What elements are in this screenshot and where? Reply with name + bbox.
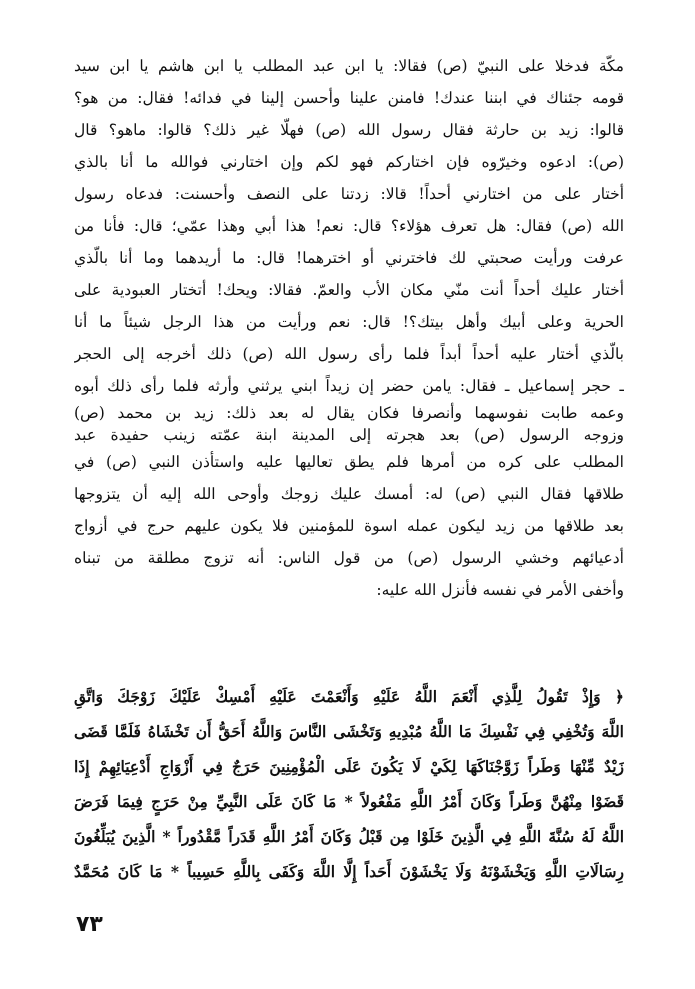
page-number: ٧٣ [76,912,103,937]
prose-line: أختار على من اختارني أحداً! قالا: زدتنا على النصف وأحسنت: فدعاه رسول [74,185,624,203]
prose-line: أدعيائهم وخشي الرسول (ص) من قول الناس: أنه تزوج مطلقة من تبناه [74,549,624,567]
prose-line: بالّذي أختار عليه أحداً أبداً فلما رأى رسول الله (ص) ذلك أخرجه إلى الحجر [74,345,624,363]
prose-line: وأخفى الأمر في نفسه فأنزل الله عليه: [376,581,624,599]
prose-line: الله (ص) فقال: هل تعرف هؤلاء؟ قال: نعم! هذا أبي وهذا عمّي؛ قال: فأنا من [74,217,624,235]
prose-line: أختار عليك أحداً أنت منّي مكان الأب والعمّ. فقالا: ويحك! أتختار العبودية على [74,281,624,299]
quran-line: اللَّهَ وَتُخْفِي فِي نَفْسِكَ مَا اللَّهُ مُبْدِيهِ وَتَخْشَى النَّاسَ وَاللَّهُ أَحَقُّ أَن تَخْشَاهُ فَلَمَّا قَضَى [74,722,624,741]
prose-body [74,50,624,606]
prose-line: وعمه طابت نفوسهما وأنصرفا فكان يقال له بعد ذلك: زيد بن محمد (ص) [74,404,624,422]
prose-line: طلاقها فقال النبي (ص) له: أمسك عليك زوجك وأوحى الله إليه أن يتزوجها [74,485,624,503]
quran-line: قَضَوْا مِنْهُنَّ وَطَراً وَكَانَ أَمْرُ اللَّهِ مَفْعُولاً * مَا كَانَ عَلَى النَّبِيِّ مِنْ حَرَجٍ فِيمَا فَرَضَ [74,792,624,811]
quran-line: ﴿ وَإِذْ تَقُولُ لِلَّذِي أَنْعَمَ اللَّهُ عَلَيْهِ وَأَنْعَمْتَ عَلَيْهِ أَمْسِكْ عَلَيْكَ زَوْجَكَ وَاتَّقِ [74,687,624,706]
prose-line: مكّة فدخلا على النبيّ (ص) فقالا: يا ابن عبد المطلب يا ابن هاشم يا ابن سيد [74,57,624,75]
prose-line: ـ حجر إسماعيل ـ فقال: يامن حضر إن زيداً ابني يرثني وأرثه فلما رأى ذلك أبوه [74,377,624,395]
prose-line: عرفت ورأيت صحبتي لك فاخترني أو اخترهما! قال: ما أريدهما وما أنا بالّذي [74,249,624,267]
quran-line: اللَّهُ لَهُ سُنَّةَ اللَّهِ فِي الَّذِينَ خَلَوْا مِن قَبْلُ وَكَانَ أَمْرُ اللَّهِ قَدَراً مَّقْدُوراً * الَّذِينَ يُبَلِّغُونَ [74,827,624,846]
quran-line: زَيْدٌ مِّنْهَا وَطَراً زَوَّجْنَاكَهَا لِكَيْ لَا يَكُونَ عَلَى الْمُؤْمِنِينَ حَرَجٌ فِي أَزْوَاجِ أَدْعِيَائِهِمْ إِذَا [74,757,624,776]
prose-line: (ص): ادعوه وخيرّوه فإن اختاركم فهو لكم وإن اختارني فوالله ما أنا بالذي [74,153,624,171]
prose-line: الحرية وعلى أبيك وأهل بيتك؟! قال: نعم ورأيت من هذا الرجل شيئاً ما أنا [74,313,624,331]
prose-line: قالوا: زيد بن حارثة فقال رسول الله (ص) فهلّا غير ذلك؟ قالوا: ماهو؟ قال [74,121,624,139]
prose-line: قومه جئناك في ابننا عندك! فامنن علينا وأحسن إلينا في فدائه! فقال: من هو؟ [74,89,624,107]
prose-line: وزوجه الرسول (ص) بعد هجرته إلى المدينة ابنة عمّته زينب حفيدة عبد [74,426,624,444]
prose-line: بعد طلاقها من زيد ليكون عمله اسوة للمؤمنين فلا يكون عليهم حرج في أزواج [74,517,624,535]
quran-verse-block [74,679,624,889]
quran-line: رِسَالَاتِ اللَّهِ وَيَخْشَوْنَهُ وَلَا يَخْشَوْنَ أَحَداً إِلَّا اللَّهَ وَكَفَى بِاللَّهِ حَسِيباً * مَا كَانَ مُحَمَّدٌ [74,862,624,881]
prose-line: المطلب على كره من أمرها فلم يطق تعاليها عليه واستأذن النبي (ص) في [74,453,624,471]
